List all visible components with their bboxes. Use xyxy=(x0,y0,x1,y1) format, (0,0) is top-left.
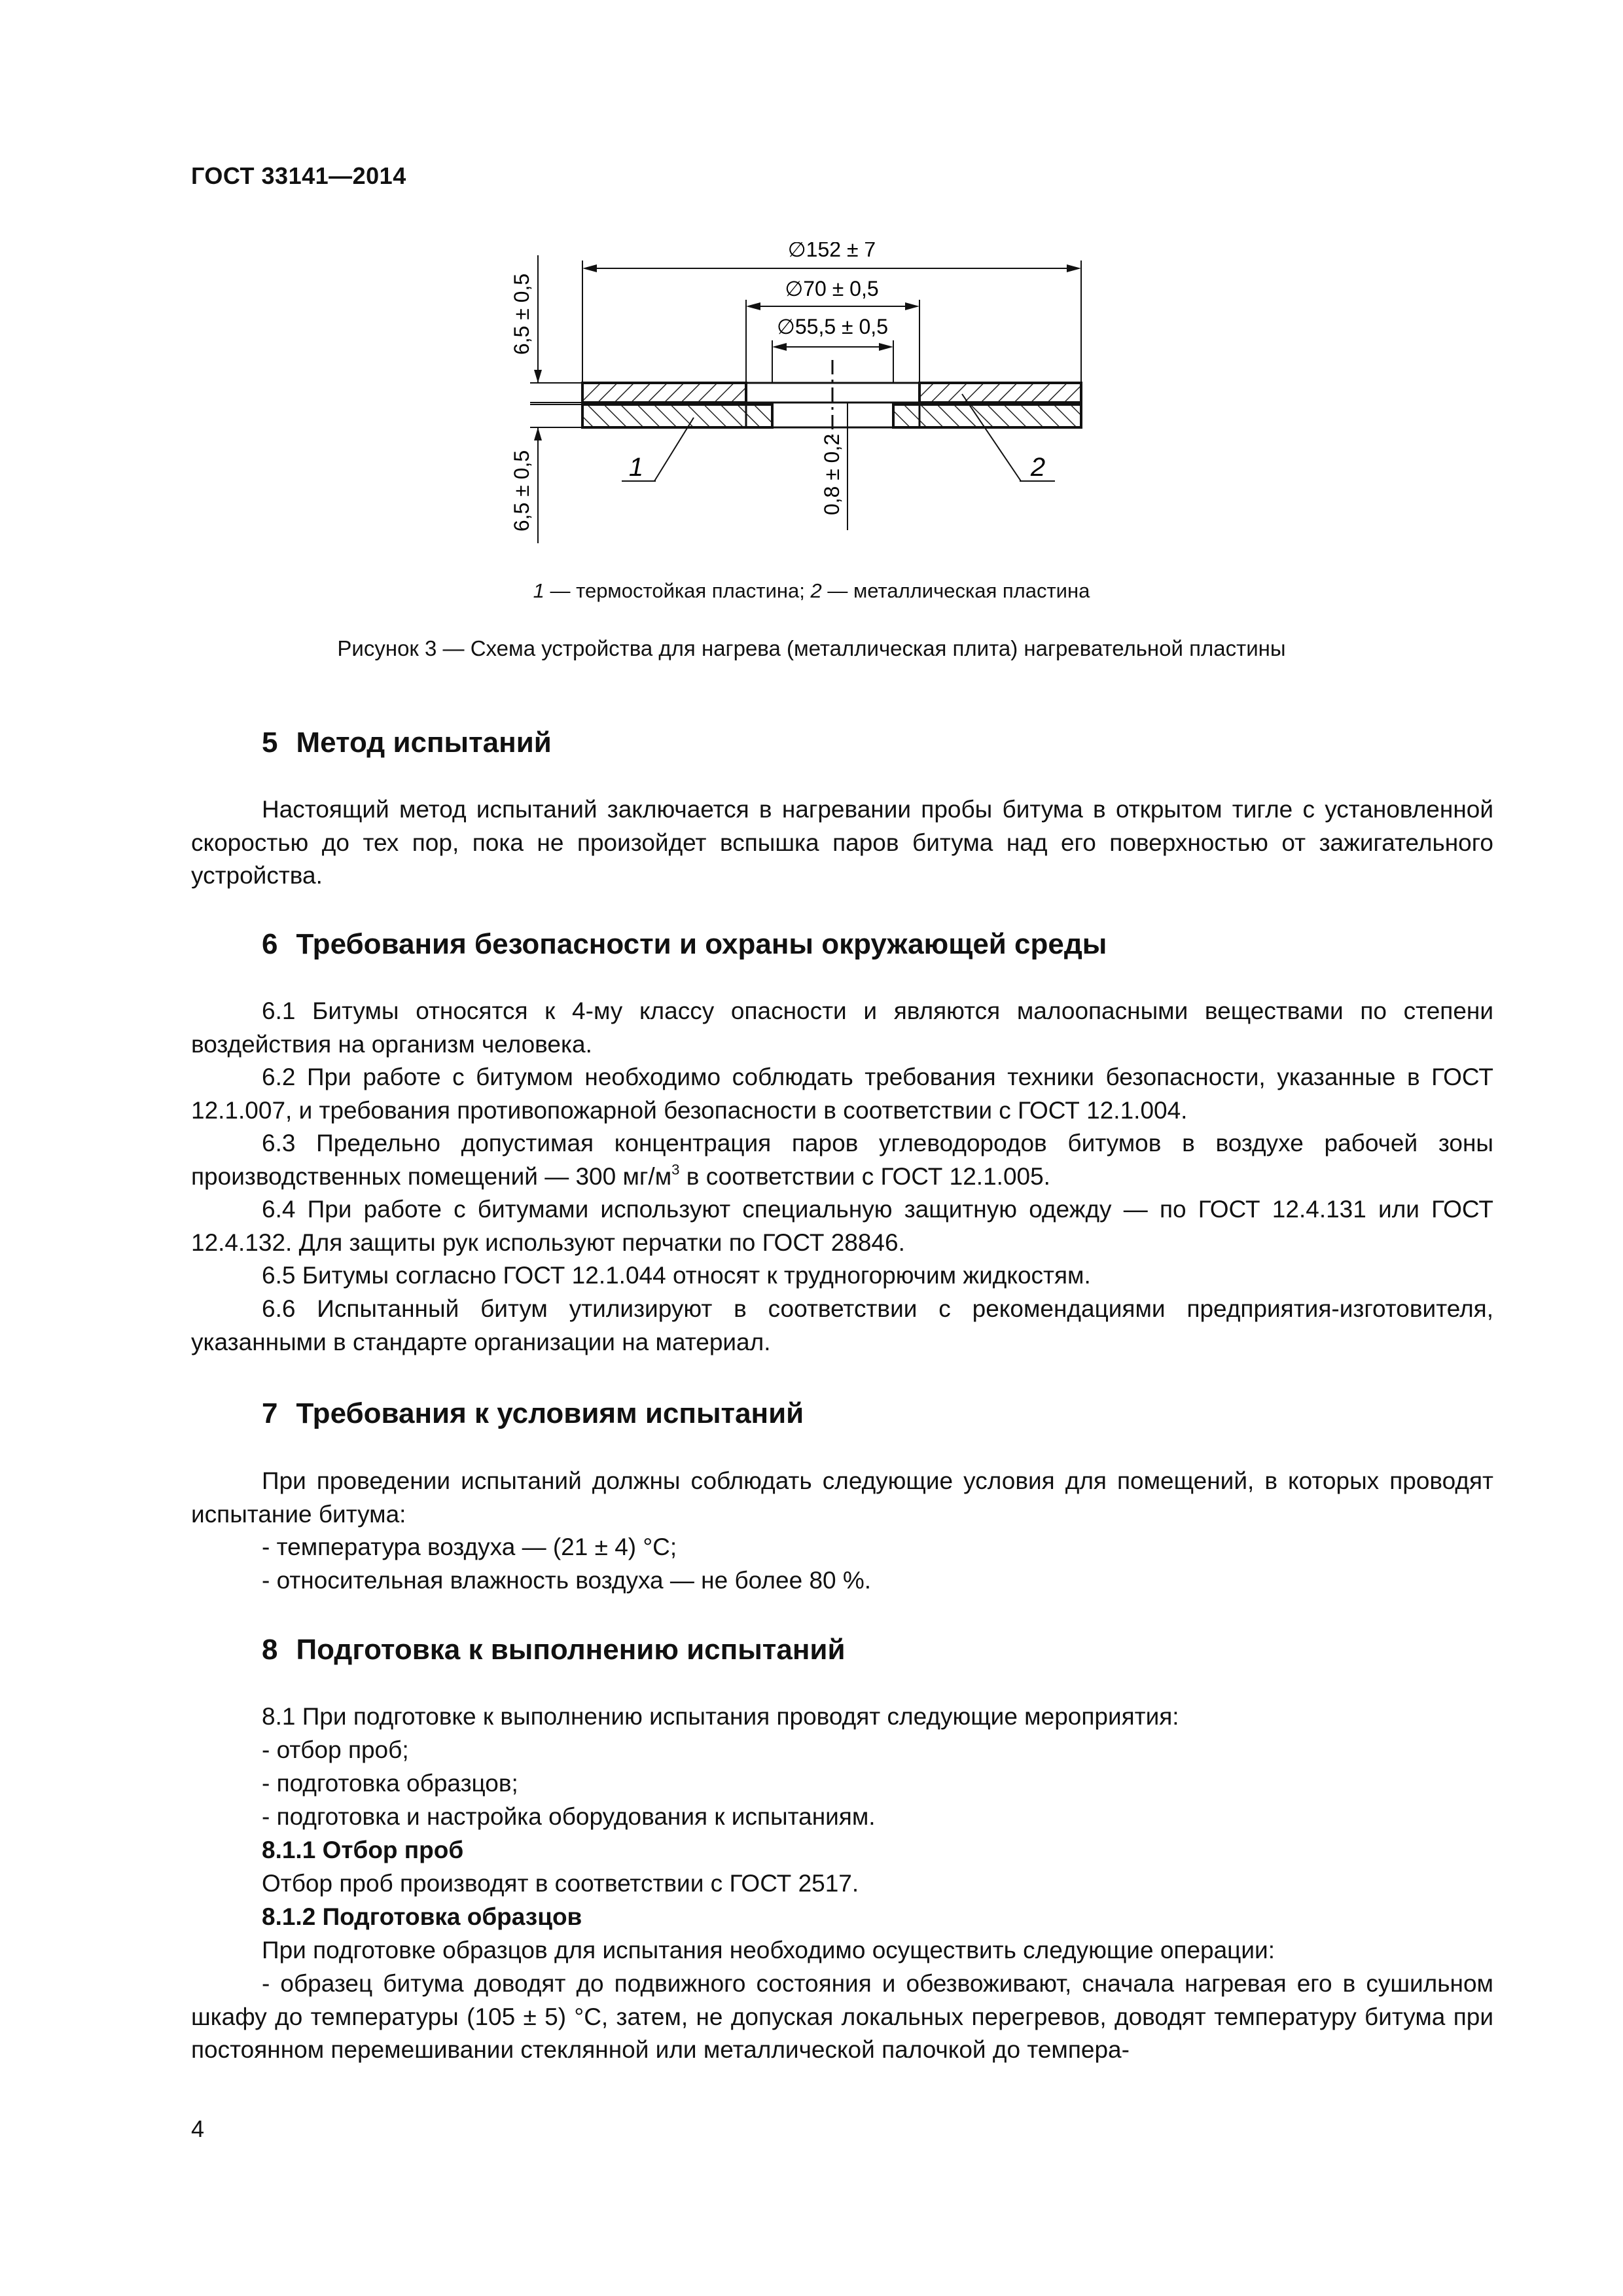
legend-num-1: 1 xyxy=(533,579,544,602)
section-6-number: 6 xyxy=(262,928,278,960)
section-6-2: 6.2 При работе с битумом необходимо соблюдать требования техники безопасности, указанные в ГОСТ 12.1.007, и требования противопожарной безопасности в соответствии с ГОСТ 12.1.004. xyxy=(191,1064,1493,1124)
section-8-heading xyxy=(262,1634,846,1666)
section-7-number: 7 xyxy=(262,1397,278,1429)
figure-legend xyxy=(0,579,1623,603)
section-6-1: 6.1 Битумы относятся к 4-му классу опасности и являются малоопасными веществами по степени воздействия на организм человека. xyxy=(191,997,1493,1058)
subsection-8-1-2-title: 8.1.2 Подготовка образцов xyxy=(262,1903,582,1930)
section-7-title: Требования к условиям испытаний xyxy=(296,1397,804,1429)
section-8-1: 8.1 При подготовке к выполнению испытания проводят следующие мероприятия: xyxy=(262,1703,1179,1730)
leader-label-2: 2 xyxy=(1030,453,1046,482)
section-7-item-1: - температура воздуха — (21 ± 4) °С; xyxy=(262,1534,677,1560)
section-6-heading xyxy=(262,928,1107,961)
figure-title: Рисунок 3 — Схема устройства для нагрева (металлическая плита) нагревательной пластины xyxy=(337,636,1286,660)
section-5-heading xyxy=(262,726,552,759)
section-8-title: Подготовка к выполнению испытаний xyxy=(296,1634,846,1666)
legend-text-1: — термостойкая пластина; xyxy=(544,579,811,602)
dim-middle-label: ∅70 ± 0,5 xyxy=(785,277,879,300)
leader-label-1: 1 xyxy=(628,453,644,482)
subsection-8-1-2-text: При подготовке образцов для испытания необходимо осуществить следующие операции: xyxy=(262,1937,1275,1964)
document-header: ГОСТ 33141—2014 xyxy=(191,162,406,189)
top-plate-left xyxy=(582,383,746,403)
section-8-number: 8 xyxy=(262,1634,278,1666)
legend-num-2: 2 xyxy=(810,579,822,602)
top-plate-right xyxy=(919,383,1081,403)
dim-gap-label: 0,8 ± 0,2 xyxy=(820,433,844,516)
page-number: 4 xyxy=(191,2115,205,2142)
section-6-5: 6.5 Битумы согласно ГОСТ 12.1.044 относят к трудногорючим жидкостям. xyxy=(262,1262,1091,1289)
section-6-title: Требования безопасности и охраны окружающей среды xyxy=(296,928,1107,960)
dim-bottom-thickness-label: 6,5 ± 0,5 xyxy=(510,450,533,532)
dim-inner-label: ∅55,5 ± 0,5 xyxy=(777,315,888,338)
section-6-6: 6.6 Испытанный битум утилизируют в соответствии с рекомендациями предприятия-изготовителя, указанными в стандарте организации на материал. xyxy=(191,1295,1493,1355)
section-5-number: 5 xyxy=(262,726,278,759)
section-8-item-2: - подготовка образцов; xyxy=(262,1770,518,1797)
subsection-8-1-1-title: 8.1.1 Отбор проб xyxy=(262,1837,464,1863)
dim-outer-label: ∅152 ± 7 xyxy=(787,242,876,261)
section-5-title: Метод испытаний xyxy=(296,726,552,759)
subsection-8-1-2-item: - образец битума доводят до подвижного состояния и обезвоживают, сначала нагревая его в сушильном шкафу до температуры (105 ± 5) °С, затем, не допуская локальных перегревов, доводят температуру битума при постоянном перемешивании стеклянной или металлической палочкой до темпера- xyxy=(191,1970,1493,2063)
section-6-3: 6.3 Предельно допустимая концентрация паров углеводородов битумов в воздухе рабочей зоны производственных помещений — 300 $мг/м^3$ в соответствии с ГОСТ 12.1.005. xyxy=(191,1130,1493,1190)
subsection-8-1-1-text: Отбор проб производят в соответствии с ГОСТ 2517. xyxy=(262,1870,859,1897)
section-7-item-2: - относительная влажность воздуха — не более 80 %. xyxy=(262,1567,872,1594)
section-5-text: Настоящий метод испытаний заключается в нагревании пробы битума в открытом тигле с установленной скоростью до тех пор, пока не произойдет вспышка паров битума над его поверхностью от зажигательного устройства. xyxy=(191,796,1493,889)
section-8-item-1: - отбор проб; xyxy=(262,1736,409,1763)
figure-3-diagram xyxy=(491,242,1211,556)
legend-text-2: — металлическая пластина xyxy=(821,579,1090,602)
section-7-intro: При проведении испытаний должны соблюдать следующие условия для помещений, в которых проводят испытание битума: xyxy=(191,1467,1493,1528)
section-7-heading xyxy=(262,1397,804,1430)
dim-top-thickness-label: 6,5 ± 0,5 xyxy=(510,273,533,355)
section-8-item-3: - подготовка и настройка оборудования к испытаниям. xyxy=(262,1803,876,1830)
bottom-plate-left xyxy=(582,404,772,427)
section-6-4: 6.4 При работе с битумами используют специальную защитную одежду — по ГОСТ 12.4.131 или ГОСТ 12.4.132. Для защиты рук используют перчатки по ГОСТ 28846. xyxy=(191,1196,1493,1256)
bottom-plate-right xyxy=(893,404,1081,427)
